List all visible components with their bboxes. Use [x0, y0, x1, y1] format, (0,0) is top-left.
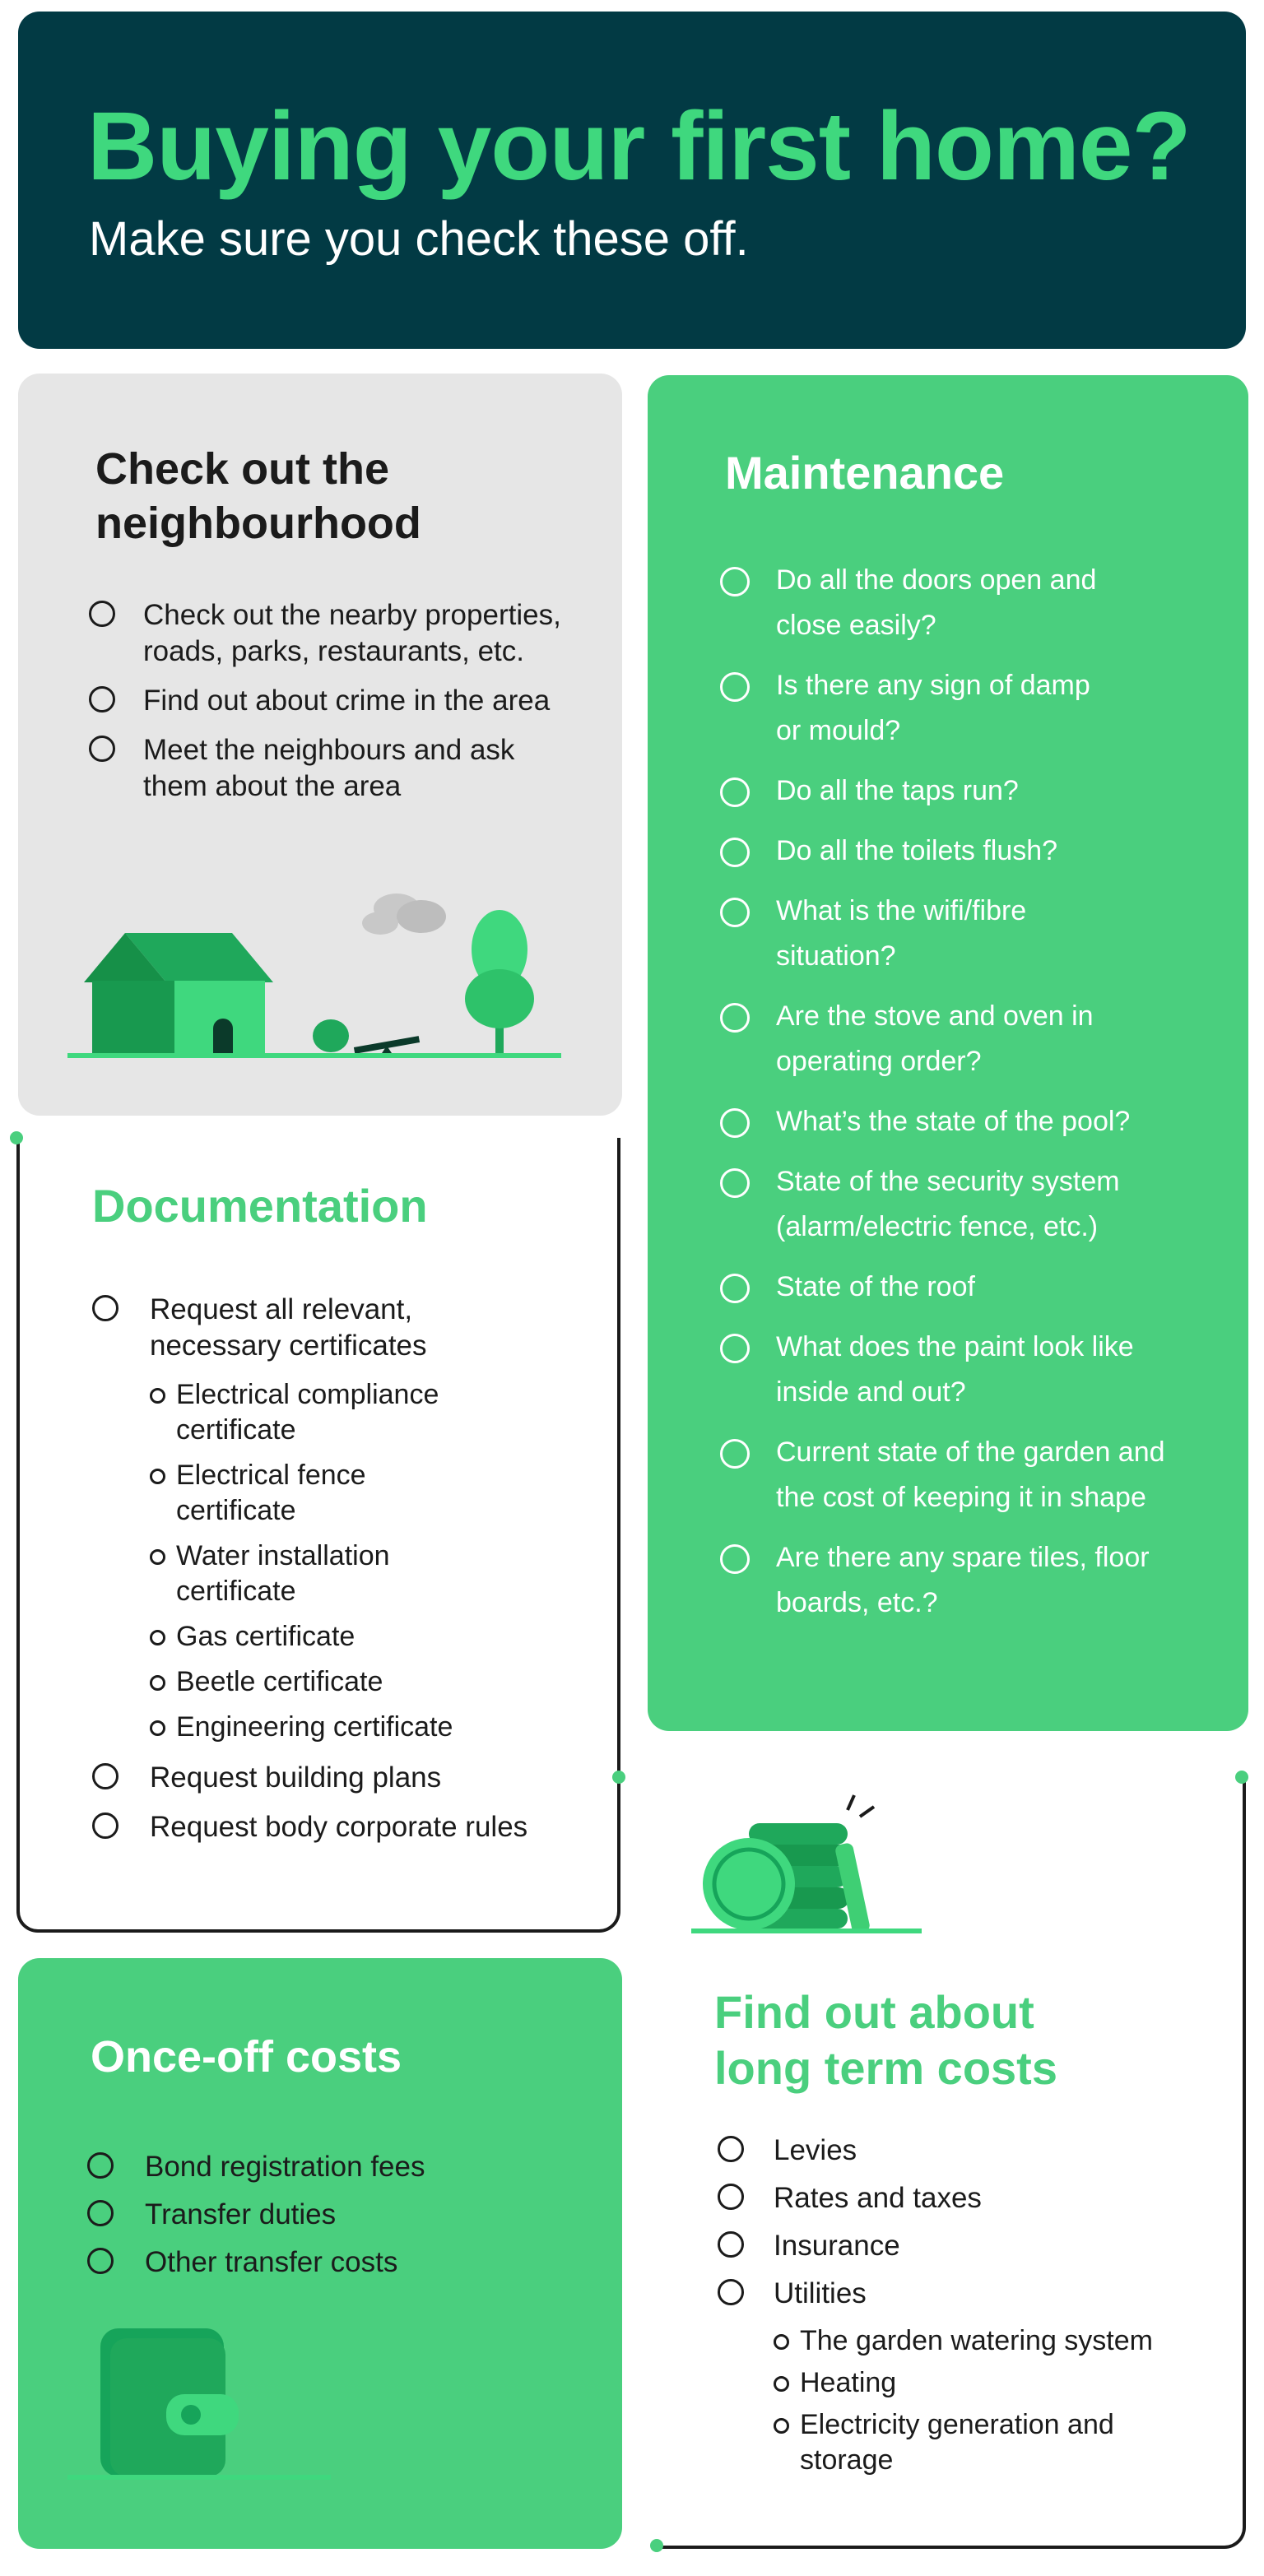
checkbox-circle-icon[interactable] [720, 1168, 750, 1198]
sub-checklist-item[interactable]: Electrical fence certificate [150, 1458, 439, 1529]
checklist-item[interactable]: Request body corporate rules [92, 1809, 594, 1845]
documentation-list [92, 1292, 594, 1859]
checklist-item[interactable]: Find out about crime in the area [89, 683, 599, 719]
checkbox-circle-icon[interactable] [720, 838, 750, 867]
small-circle-icon[interactable] [774, 2418, 789, 2434]
checklist-item[interactable]: Levies [718, 2133, 1211, 2169]
checklist-item[interactable]: Do all the toilets flush? [720, 828, 1214, 874]
checklist-item[interactable]: What’s the state of the pool? [720, 1099, 1214, 1144]
checklist-item[interactable]: Request all relevant, necessary certificates [92, 1292, 495, 1364]
checklist-item[interactable]: State of the roof [720, 1265, 1214, 1310]
checkbox-circle-icon[interactable] [720, 672, 750, 702]
checkbox-circle-icon[interactable] [87, 2200, 114, 2226]
checklist-item[interactable]: Utilities [718, 2276, 1211, 2312]
sub-checklist-item[interactable]: Electrical compliance certificate [150, 1377, 489, 1448]
utilities-sublist [718, 2323, 1211, 2478]
sub-checklist-item[interactable]: The garden watering system [774, 2323, 1211, 2359]
once-off-costs-card [18, 1958, 622, 2549]
neighbourhood-title: Check out the neighbourhood [95, 444, 421, 548]
checklist-item[interactable]: Bond registration fees [87, 2149, 548, 2185]
frame-dot [10, 1131, 23, 1144]
small-circle-icon[interactable] [150, 1675, 165, 1691]
checkbox-circle-icon[interactable] [720, 1544, 750, 1574]
checkbox-circle-icon[interactable] [720, 1003, 750, 1033]
checklist-item[interactable]: Do all the doors open and close easily? [720, 558, 1105, 648]
neighbourhood-list [89, 597, 599, 818]
small-circle-icon[interactable] [150, 1388, 165, 1404]
checklist-item[interactable]: Transfer duties [87, 2197, 548, 2233]
small-circle-icon[interactable] [150, 1720, 165, 1736]
small-circle-icon[interactable] [774, 2334, 789, 2350]
checkbox-circle-icon[interactable] [89, 601, 115, 627]
sub-checklist-item[interactable]: Electricity generation and storage [774, 2407, 1154, 2478]
checkbox-circle-icon[interactable] [89, 736, 115, 762]
checklist-item[interactable]: Check out the nearby properties, roads, parks, restaurants, etc. [89, 597, 599, 670]
checklist-item[interactable]: Current state of the garden and the cost of keeping it in shape [720, 1430, 1187, 1520]
checkbox-circle-icon[interactable] [92, 1812, 118, 1839]
checkbox-circle-icon[interactable] [720, 777, 750, 807]
maintenance-title: Maintenance [725, 447, 1005, 499]
checkbox-circle-icon[interactable] [92, 1763, 118, 1789]
checkbox-circle-icon[interactable] [87, 2152, 114, 2179]
frame-dot [650, 2539, 663, 2552]
small-circle-icon[interactable] [150, 1549, 165, 1565]
maintenance-card [648, 375, 1248, 1731]
neighbourhood-card [18, 374, 622, 1116]
checkbox-circle-icon[interactable] [718, 2279, 744, 2305]
checklist-item[interactable]: Insurance [718, 2228, 1211, 2264]
page-subtitle: Make sure you check these off. [89, 212, 749, 266]
certificate-sublist [92, 1377, 594, 1745]
sub-checklist-item[interactable]: Beetle certificate [150, 1664, 594, 1700]
checklist-item[interactable]: What is the wifi/fibre situation? [720, 889, 1122, 979]
checkbox-circle-icon[interactable] [720, 1108, 750, 1138]
checklist-item[interactable]: Do all the taps run? [720, 768, 1214, 814]
checklist-item[interactable]: Rates and taxes [718, 2180, 1211, 2216]
checklist-item[interactable]: State of the security system (alarm/electric fence, etc.) [720, 1159, 1220, 1250]
header-banner [18, 12, 1246, 349]
sub-checklist-item[interactable]: Heating [774, 2365, 1211, 2401]
checkbox-circle-icon[interactable] [87, 2248, 114, 2274]
wallet-illustration [67, 2312, 364, 2509]
checklist-item[interactable]: Are the stove and oven in operating order? [720, 994, 1155, 1084]
checklist-item[interactable]: Are there any spare tiles, floor boards, etc.? [720, 1535, 1171, 1626]
small-circle-icon[interactable] [774, 2376, 789, 2392]
house-illustration [67, 884, 578, 1073]
sub-checklist-item[interactable]: Engineering certificate [150, 1710, 594, 1745]
checkbox-circle-icon[interactable] [92, 1295, 118, 1321]
checkbox-circle-icon[interactable] [720, 898, 750, 927]
checklist-item[interactable]: Request building plans [92, 1760, 594, 1796]
checklist-item[interactable]: Other transfer costs [87, 2244, 548, 2281]
once-off-title: Once-off costs [91, 2032, 402, 2082]
documentation-title: Documentation [92, 1180, 428, 1232]
once-off-list [87, 2149, 548, 2292]
sub-checklist-item[interactable]: Gas certificate [150, 1619, 594, 1655]
checkbox-circle-icon[interactable] [720, 1274, 750, 1303]
checklist-item[interactable]: What does the paint look like inside and out? [720, 1325, 1171, 1415]
long-term-list [718, 2133, 1211, 2485]
checkbox-circle-icon[interactable] [720, 567, 750, 596]
small-circle-icon[interactable] [150, 1469, 165, 1484]
checklist-item[interactable]: Is there any sign of damp or mould? [720, 663, 1122, 754]
checkbox-circle-icon[interactable] [89, 686, 115, 712]
frame-dot [612, 1771, 625, 1784]
checkbox-circle-icon[interactable] [720, 1439, 750, 1469]
checkbox-circle-icon[interactable] [718, 2136, 744, 2162]
checkbox-circle-icon[interactable] [718, 2184, 744, 2210]
checklist-item[interactable]: Meet the neighbours and ask them about the area [89, 732, 538, 805]
checkbox-circle-icon[interactable] [718, 2231, 744, 2258]
long-term-title: Find out about long term costs [714, 1986, 1057, 2095]
frame-dot [1235, 1771, 1248, 1784]
checkbox-circle-icon[interactable] [720, 1334, 750, 1363]
coins-illustration [691, 1794, 938, 1942]
page-title: Buying your first home? [87, 92, 1191, 201]
sub-checklist-item[interactable]: Water installation certificate [150, 1539, 439, 1609]
maintenance-list [720, 558, 1214, 1641]
small-circle-icon[interactable] [150, 1630, 165, 1645]
